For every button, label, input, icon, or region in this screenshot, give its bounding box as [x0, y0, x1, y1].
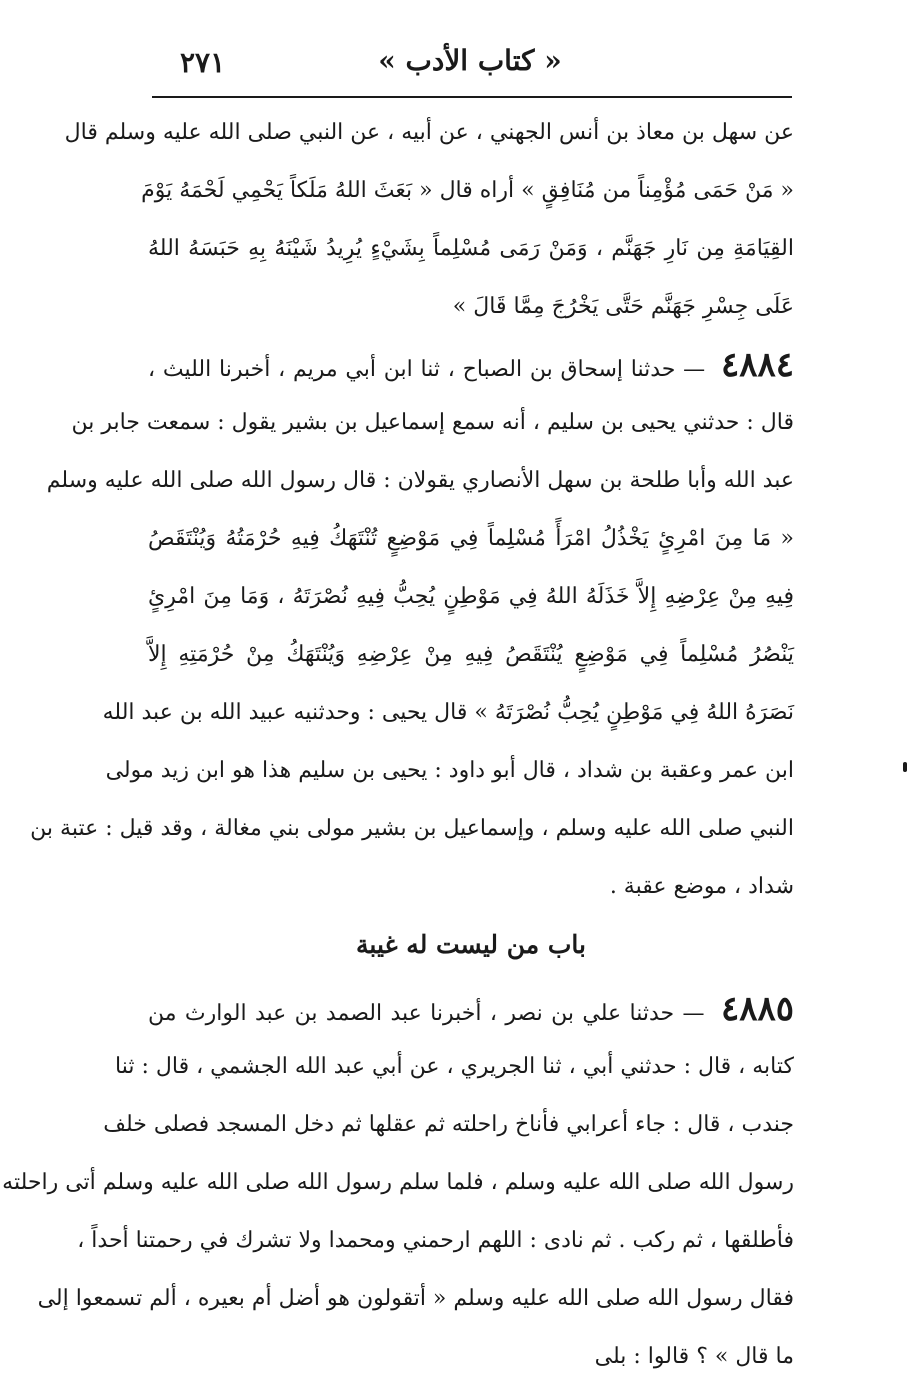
hadith-opening-text: — حدثنا إسحاق بن الصباح ، ثنا ابن أبي مريم ، أخبرنا الليث ، [148, 357, 706, 382]
text-line: رسول الله صلى الله عليه وسلم ، فلما سلم رسول الله صلى الله عليه وسلم أتى راحلته [2, 1170, 794, 1195]
text-line: ما قال » ؟ قالوا : بلى [594, 1344, 794, 1369]
text-line: عن سهل بن معاذ بن أنس الجهني ، عن أبيه ، عن النبي صلى الله عليه وسلم قال [64, 120, 794, 145]
page-number: ٢٧١ [180, 46, 226, 79]
text-line: النبي صلى الله عليه وسلم ، وإسماعيل بن بشير مولى بني مغالة ، وقد قيل : عتبة بن [30, 816, 794, 841]
hadith-number: ٤٨٨٥ [720, 989, 794, 1029]
text-line: كتابه ، قال : حدثني أبي ، ثنا الجريري ، عن أبي عبد الله الجشمي ، قال : ثنا [115, 1054, 794, 1079]
text-line: القِيَامَةِ مِن نَارِ جَهَنَّم ، وَمَنْ رَمَى مُسْلِماً بِشَيْءٍ يُرِيدُ شَيْنَهُ بِهِ حَبَسَهُ اللهُ [148, 236, 795, 261]
chapter-heading: باب من ليست له غيبة [356, 930, 586, 959]
text-line: ابن عمر وعقبة بن شداد ، قال أبو داود : يحيى بن سليم هذا هو ابن زيد مولى [105, 758, 794, 783]
text-line: عبد الله وأبا طلحة بن سهل الأنصاري يقولان : قال رسول الله صلى الله عليه وسلم [46, 468, 794, 493]
text-line: فأطلقها ، ثم ركب . ثم نادى : اللهم ارحمني ومحمدا ولا تشرك في رحمتنا أحداً ، [77, 1228, 794, 1253]
header-rule [152, 96, 792, 98]
hadith-opening-line [148, 345, 794, 385]
text-line: فِيهِ مِنْ عِرْضِهِ إِلاَّ خَذَلَهُ اللهُ فِي مَوْطِنٍ يُحِبُّ فِيهِ نُصْرَتَهُ ، وَمَا مِنَ امْرِئٍ [148, 584, 794, 609]
text-line: شداد ، موضع عقبة . [609, 874, 794, 899]
hadith-opening-text: — حدثنا علي بن نصر ، أخبرنا عبد الصمد بن عبد الوارث من [148, 1001, 705, 1026]
margin-speck [903, 762, 907, 772]
hadith-number: ٤٨٨٤ [720, 345, 794, 385]
text-line: نَصَرَهُ اللهُ فِي مَوْطِنٍ يُحِبُّ نُصْرَتَهُ » قال يحيى : وحدثنيه عبيد الله بن عبد الله [102, 700, 794, 725]
text-line: « مَا مِنَ امْرِئٍ يَخْذُلُ امْرَأً مُسْلِماً فِي مَوْضِعٍ تُنْتَهَكُ فِيهِ حُرْمَتُهُ وَيُنْتَقَصُ [148, 526, 794, 551]
text-line: فقال رسول الله صلى الله عليه وسلم « أتقولون هو أضل أم بعيره ، ألم تسمعوا إلى [37, 1286, 794, 1311]
text-line: يَنْصُرُ مُسْلِماً فِي مَوْضِعٍ يُنْتَقَصُ فِيهِ مِنْ عِرْضِهِ وَيُنْتَهَكُ مِنْ حُرْمَتِهِ إِلاَّ [148, 642, 794, 667]
hadith-opening-line [148, 989, 794, 1029]
running-title: « كتاب الأدب » [378, 44, 562, 77]
page-header [150, 38, 790, 88]
page-body [2, 118, 795, 1400]
text-line: جندب ، قال : جاء أعرابي فأناخ راحلته ثم عقلها ثم دخل المسجد فصلى خلف [103, 1112, 794, 1137]
text-line: « مَنْ حَمَى مُؤْمِناً من مُنَافِقٍ » أراه قال « بَعَثَ اللهُ مَلَكاً يَحْمِي لَحْمَهُ يَوْمَ [141, 178, 794, 203]
text-line: عَلَى جِسْرِ جَهَنَّم حَتَّى يَخْرُجَ مِمَّا قَالَ » [452, 294, 794, 319]
text-line: قال : حدثني يحيى بن سليم ، أنه سمع إسماعيل بن بشير يقول : سمعت جابر بن [71, 410, 794, 435]
